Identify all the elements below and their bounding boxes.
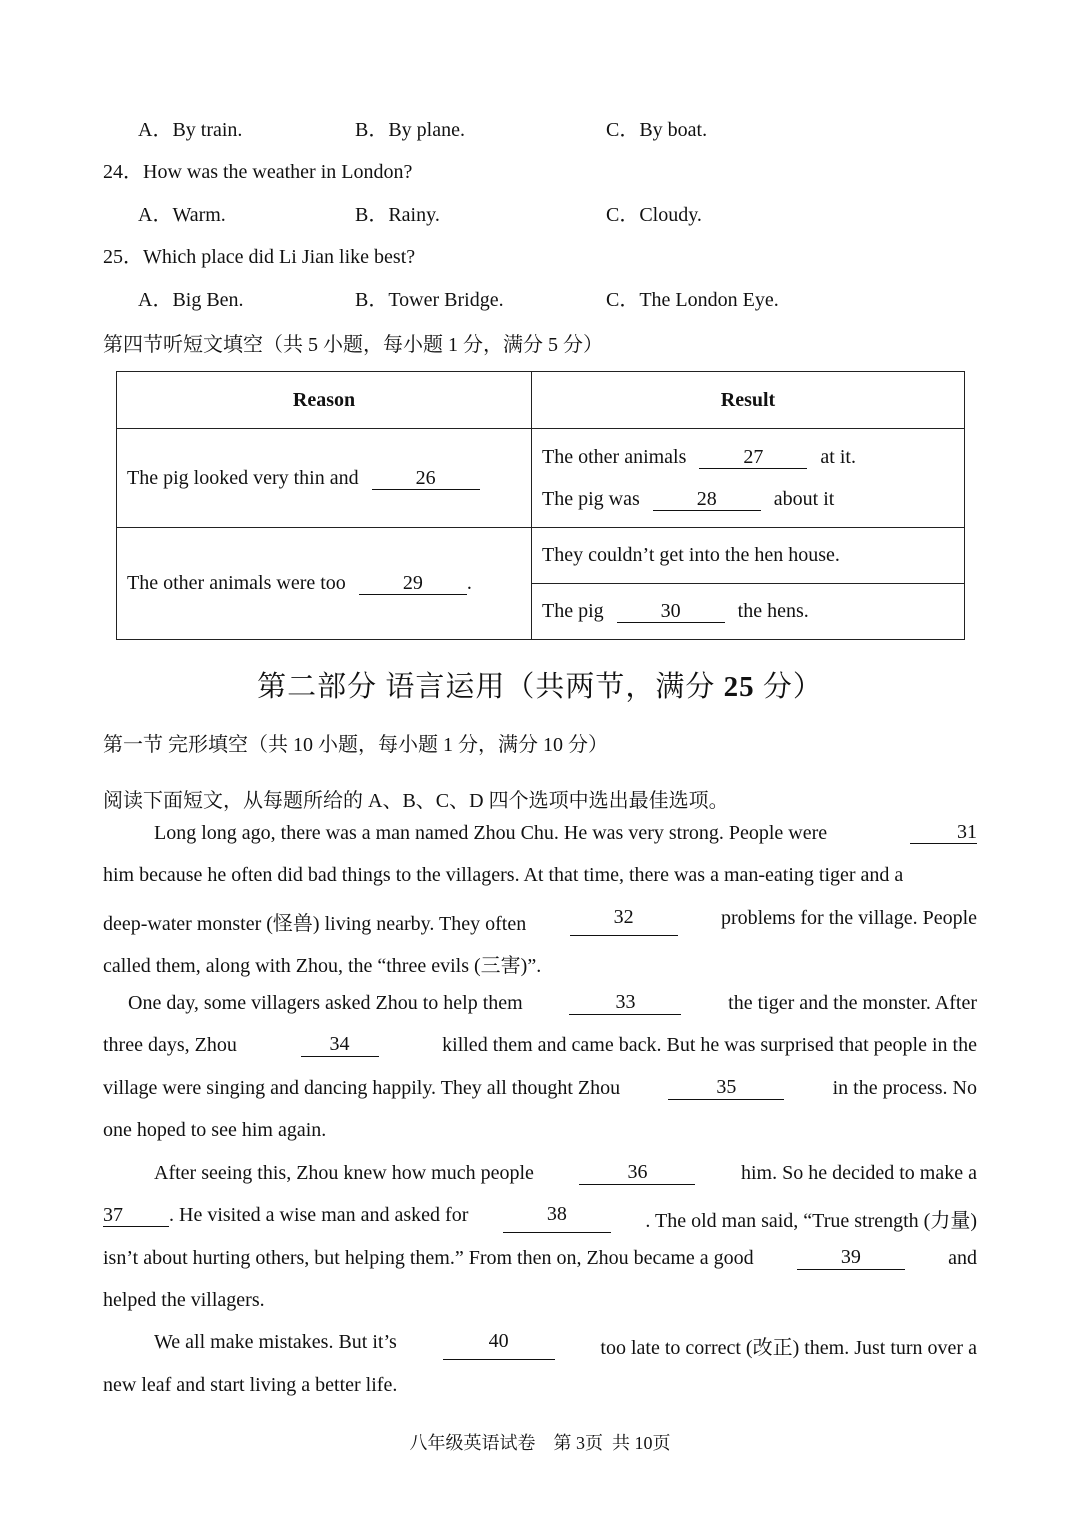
passage-p2-line1: One day, some villagers asked Zhou to help them 33 the tiger and the monster. After xyxy=(128,991,977,1014)
blank-26[interactable]: 26 xyxy=(372,468,480,490)
blank-40[interactable]: 40 xyxy=(443,1331,555,1360)
section1-instruction: 阅读下面短文，从每题所给的 A、B、C、D 四个选项中选出最佳选项。 xyxy=(103,790,729,812)
passage-p1-line2: him because he often did bad things to the villagers. At that time, there was a man-eating tiger and a xyxy=(103,864,904,886)
passage-p2-line4: one hoped to see him again. xyxy=(103,1119,327,1141)
blank-27[interactable]: 27 xyxy=(699,447,807,469)
section4-heading: 第四节听短文填空（共 5 小题，每小题 1 分，满分 5 分） xyxy=(103,334,603,356)
blank-34[interactable]: 34 xyxy=(301,1034,379,1057)
passage-p1-line1: Long long ago, there was a man named Zhou Chu. He was very strong. People were xyxy=(154,822,828,844)
blank-33[interactable]: 33 xyxy=(569,992,681,1015)
passage-p3-line4: helped the villagers. xyxy=(103,1289,265,1311)
q24-option-c: C．Cloudy. xyxy=(606,204,702,226)
table-header-result: Result xyxy=(532,372,965,429)
blank-37[interactable]: 37 xyxy=(103,1205,169,1227)
passage-p4-line2: new leaf and start living a better life. xyxy=(103,1374,398,1396)
blank-39[interactable]: 39 xyxy=(797,1247,905,1270)
q23-option-b: B．By plane. xyxy=(355,119,465,141)
result-line-28: The pig was 28 about it xyxy=(542,488,835,510)
section1-heading: 第一节 完形填空（共 10 小题，每小题 1 分，满分 10 分） xyxy=(103,734,608,756)
q24-option-a: A．Warm. xyxy=(138,204,226,226)
passage-p1-line3: deep-water monster (怪兽) living nearby. They often 32 problems for the village. People xyxy=(103,906,977,935)
part2-title: 第二部分 语言运用（共两节，满分 25 分） xyxy=(257,671,823,703)
passage-p3-line2: 37 . He visited a wise man and asked for 38 . The old man said, “True strength (力量) xyxy=(103,1203,977,1232)
q25-stem: 25．Which place did Li Jian like best? xyxy=(103,246,416,268)
passage-p3-line1: After seeing this, Zhou knew how much people 36 him. So he decided to make a xyxy=(154,1161,977,1184)
blank-28[interactable]: 28 xyxy=(653,489,761,511)
q23-option-a: A．By train. xyxy=(138,119,243,141)
table-cell-result-2a: They couldn’t get into the hen house. xyxy=(532,528,965,584)
q24-stem: 24．How was the weather in London? xyxy=(103,161,413,183)
passage-p2-line2: three days, Zhou 34 killed them and came back. But he was surprised that people in the xyxy=(103,1033,977,1056)
q25-option-b: B．Tower Bridge. xyxy=(355,289,504,311)
table-cell-reason-2: The other animals were too 29 . xyxy=(117,528,532,640)
table-cell-reason-1: The pig looked very thin and 26 xyxy=(117,429,532,528)
q25-option-a: A．Big Ben. xyxy=(138,289,244,311)
q23-option-c: C．By boat. xyxy=(606,119,708,141)
passage-p3-line3: isn’t about hurting others, but helping them.” From then on, Zhou became a good 39 and xyxy=(103,1246,977,1269)
table-cell-result-1 xyxy=(532,429,965,528)
q24-option-b: B．Rainy. xyxy=(355,204,440,226)
passage-p1-line4: called them, along with Zhou, the “three evils (三害)”. xyxy=(103,955,542,977)
blank-38[interactable]: 38 xyxy=(503,1204,611,1233)
listening-table xyxy=(116,371,965,640)
q25-option-c: C．The London Eye. xyxy=(606,289,779,311)
blank-29[interactable]: 29 xyxy=(359,573,467,595)
table-header-reason: Reason xyxy=(117,372,532,429)
blank-30[interactable]: 30 xyxy=(617,601,725,623)
result-line-27: The other animals 27 at it. xyxy=(542,446,856,468)
blank-36[interactable]: 36 xyxy=(579,1162,695,1185)
table-cell-result-2b: The pig 30 the hens. xyxy=(532,584,965,640)
passage-p4-line1: We all make mistakes. But it’s 40 too late to correct (改正) them. Just turn over a xyxy=(154,1330,977,1359)
blank-31[interactable]: 31 xyxy=(910,822,977,844)
page-footer: 八年级英语试卷 第 3页 共 10页 xyxy=(409,1433,671,1453)
passage-p2-line3: village were singing and dancing happily. They all thought Zhou 35 in the process. No xyxy=(103,1076,977,1099)
blank-32[interactable]: 32 xyxy=(570,907,678,936)
blank-35[interactable]: 35 xyxy=(668,1077,784,1100)
